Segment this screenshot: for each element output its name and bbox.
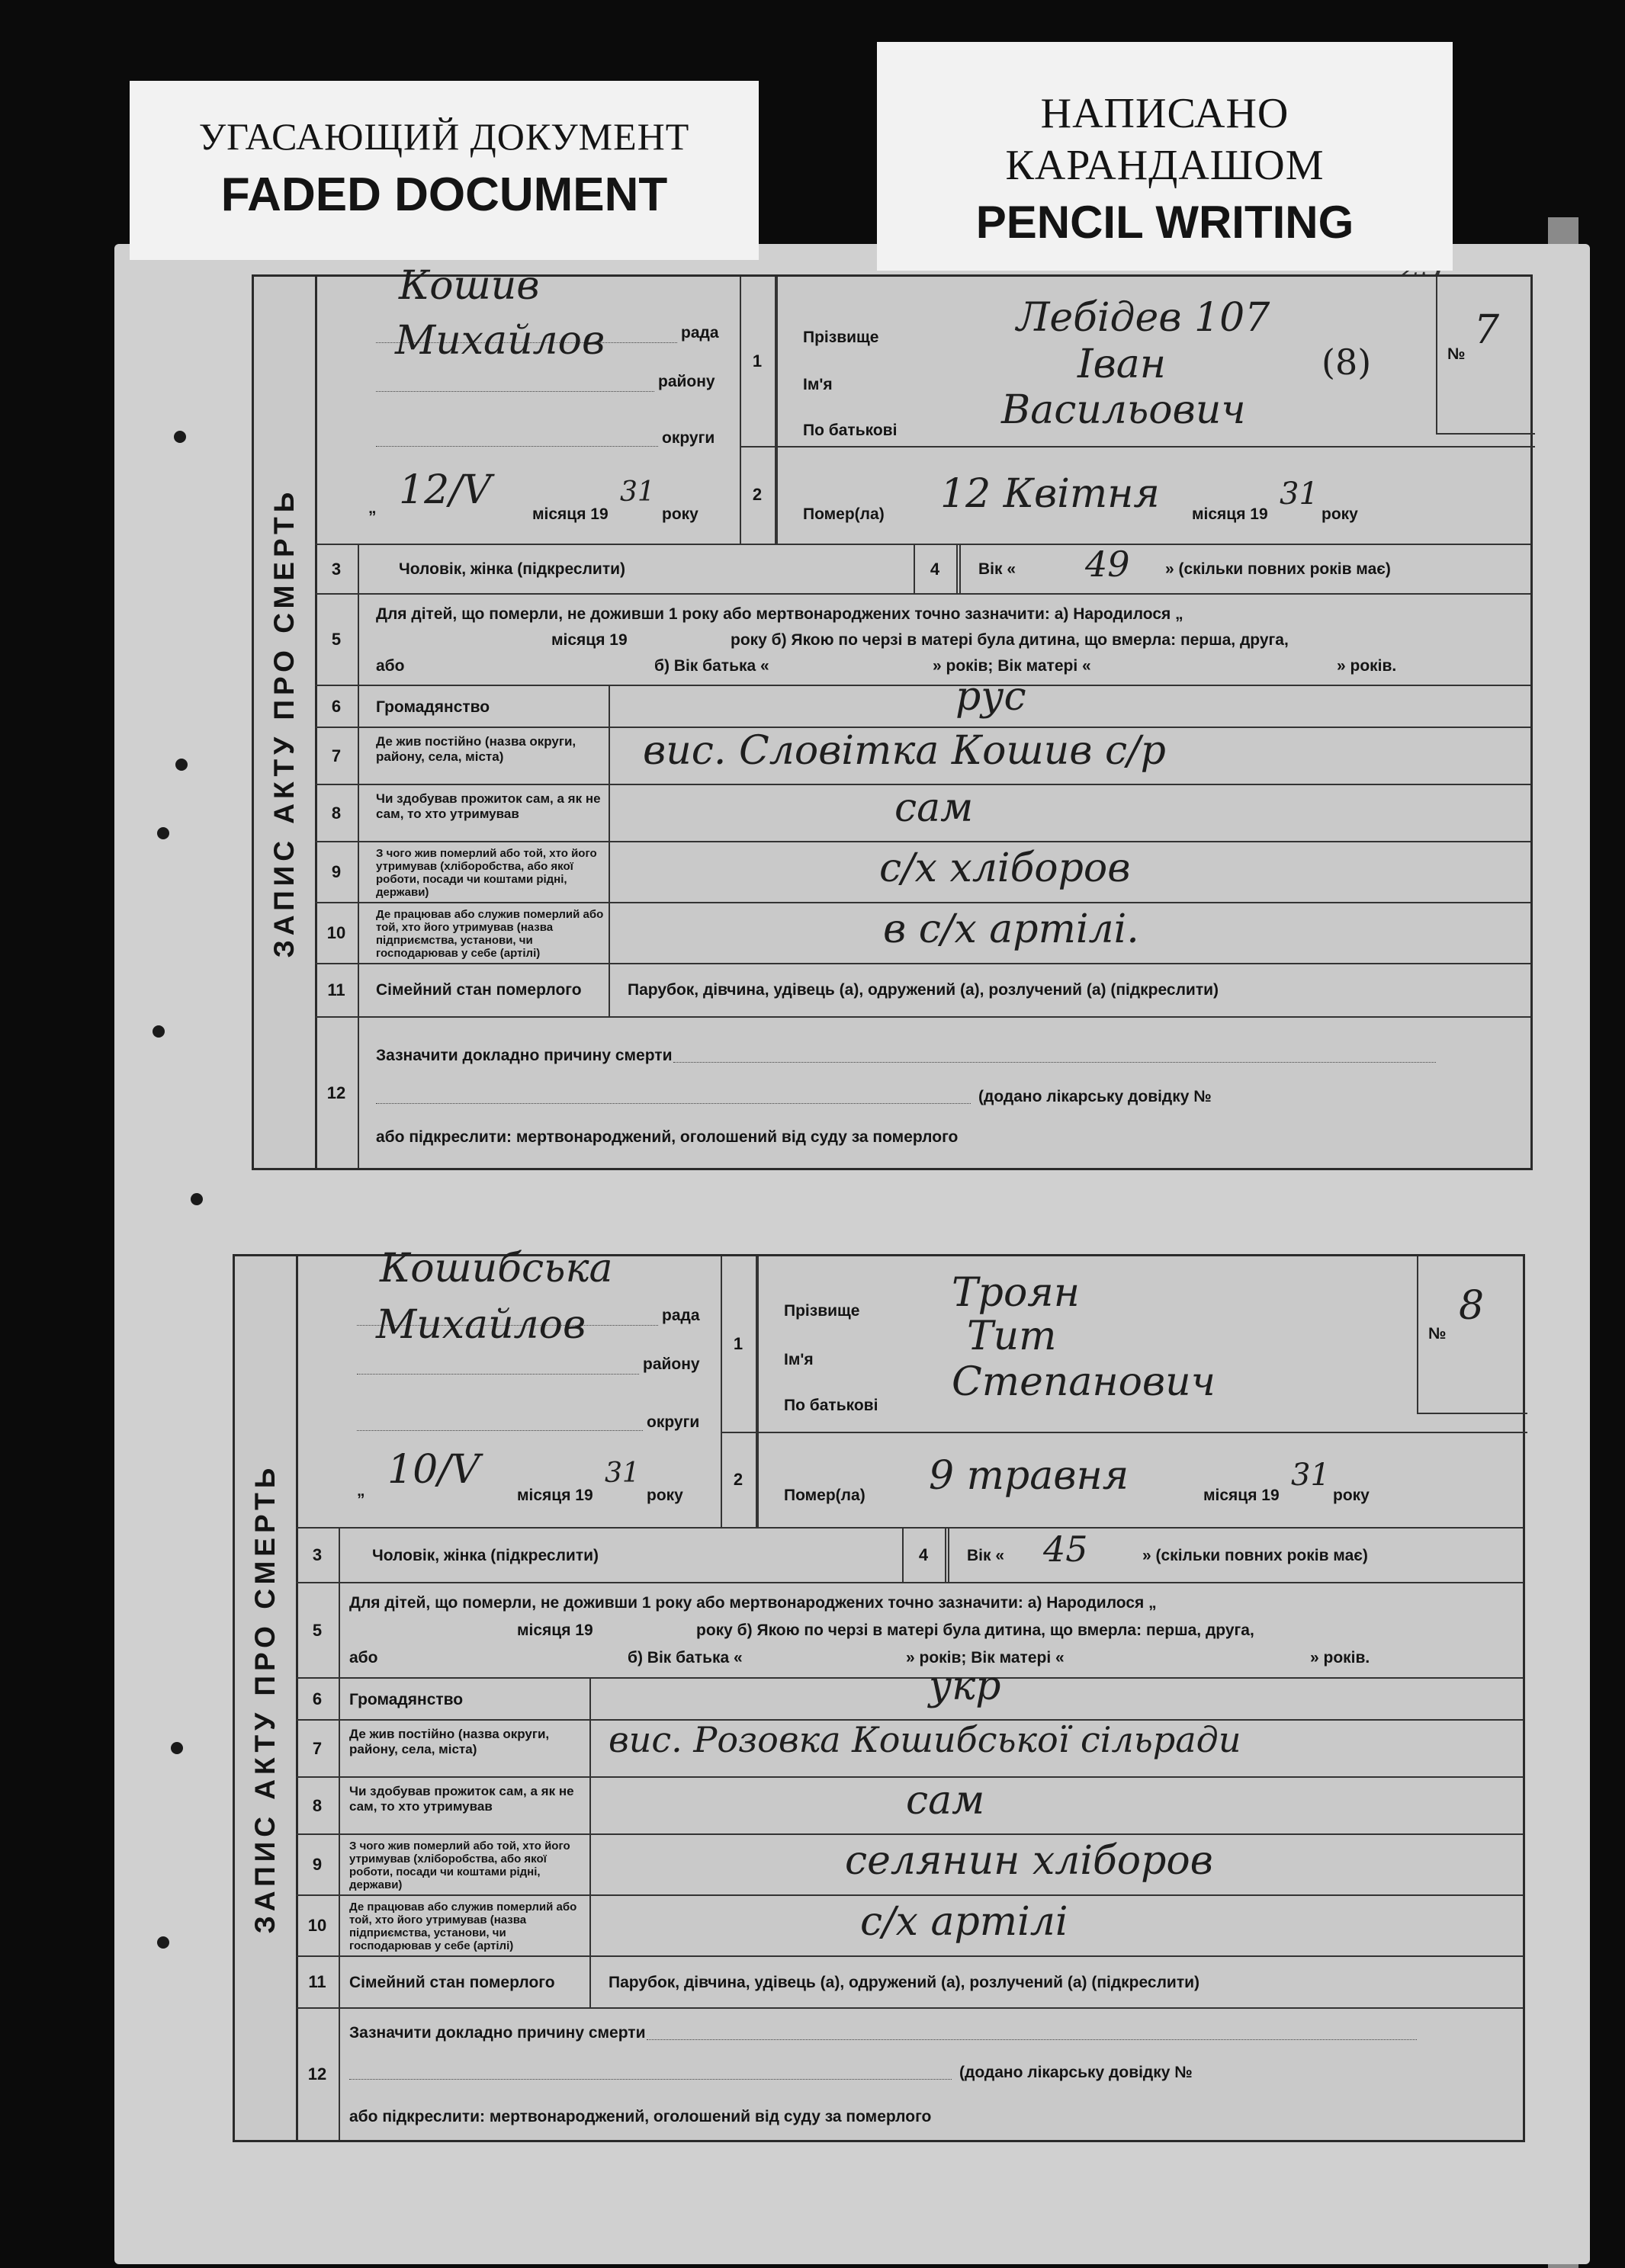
name-label: Ім'я — [784, 1351, 814, 1368]
row-number: 8 — [315, 785, 359, 841]
children-line-3a: або — [376, 657, 405, 675]
record-rayon: Михайлов — [376, 1302, 586, 1348]
residence-value: вис. Словітка Кошив с/р — [643, 728, 1166, 774]
age-label: Вік « — [967, 1547, 1005, 1564]
surname-value: Троян — [952, 1270, 1080, 1316]
row-number: 7 — [296, 1721, 340, 1776]
row-number: 2 — [740, 446, 776, 544]
punch-hole — [153, 1025, 165, 1038]
label-ru-text: НАПИСАНО — [1040, 90, 1289, 137]
row-number: 9 — [296, 1835, 340, 1894]
row-cause — [296, 2007, 1523, 2140]
record-number-label: № — [1428, 1325, 1447, 1343]
row-residence — [296, 1719, 1523, 1776]
row-provider — [315, 784, 1530, 841]
children-line-3c: » років; Вік матері « — [906, 1649, 1065, 1667]
record-rada: Кошибська — [380, 1246, 613, 1291]
record-rayon: Михайлов — [395, 318, 605, 364]
punch-hole — [157, 827, 169, 839]
residence-label: Де жив постійно (назва округи, району, села, міста) — [376, 734, 576, 764]
label-ru-text: УГАСАЮЩИЙ ДОКУМЕНТ — [198, 115, 690, 158]
pomer-label: Помер(ла) — [784, 1487, 865, 1504]
rada-label: рада — [681, 324, 719, 342]
name-label: Ім'я — [803, 376, 833, 393]
punch-hole — [175, 759, 188, 771]
row-number: 12 — [315, 1018, 359, 1168]
misyatsya-label: місяця 19 — [1192, 505, 1268, 523]
children-line-3d: » років. — [1310, 1649, 1370, 1667]
record-number: 8 — [1459, 1283, 1485, 1329]
means-label: З чого жив померлий або той, хто його утримував (хліборобства, або якої роботи, посади чи коштами рідні, держави) — [376, 847, 597, 899]
label-en-text: FADED DOCUMENT — [220, 168, 668, 221]
marital-options: Парубок, дівчина, удівець (а), одружений (а), розлучений (а) (підкреслити) — [628, 981, 1219, 999]
row-citizenship — [296, 1663, 1523, 1719]
death-year: 31 — [1280, 476, 1318, 512]
cause-line-3: або підкреслити: мертвонароджений, оголошений від суду за померлого — [349, 2108, 932, 2125]
row-number: 3 — [296, 1529, 340, 1582]
surname-value: Лебідев 107 — [1016, 295, 1270, 341]
row-children — [315, 593, 1530, 685]
row-number: 11 — [315, 964, 359, 1016]
provider-value: сам — [894, 785, 974, 831]
children-line-2: місяця 19 — [551, 631, 628, 649]
registration-day: 12/V — [399, 467, 492, 513]
rayonu-label: району — [658, 373, 715, 390]
marital-label: Сімейний стан померлого — [349, 1974, 555, 1991]
rada-label: рада — [662, 1307, 700, 1324]
record-side-title: ЗАПИС АКТУ ПРО СМЕРТЬ — [235, 1256, 298, 2140]
row-marital — [315, 963, 1530, 1016]
patronymic-value: Степанович — [952, 1359, 1216, 1405]
row-number: 6 — [296, 1679, 340, 1719]
misyatsya-label: місяця 19 — [517, 1487, 593, 1504]
label-ru-text: КАРАНДАШОМ — [1005, 142, 1325, 189]
roku-label: року — [647, 1487, 683, 1504]
record-number: 7 — [1474, 307, 1500, 353]
death-record-2 — [233, 1246, 1525, 2142]
citizenship-value: укр — [929, 1663, 1001, 1709]
row-number: 5 — [315, 595, 359, 685]
row-number: 12 — [296, 2009, 340, 2140]
registration-year: 31 — [605, 1458, 640, 1489]
sex-label: Чоловік, жінка (підкреслити) — [372, 1547, 599, 1564]
citizenship-value: рус — [955, 674, 1026, 720]
punch-hole — [191, 1193, 203, 1205]
row-number: 10 — [315, 903, 359, 963]
children-line-3b: б) Вік батька « — [654, 657, 769, 675]
row-number: 8 — [296, 1778, 340, 1833]
cause-label: Зазначити докладно причину смерти — [376, 1047, 673, 1064]
row-number: 3 — [315, 545, 359, 593]
record-rada: Кошив — [399, 263, 540, 309]
row-number: 7 — [315, 728, 359, 784]
cause-label: Зазначити докладно причину смерти — [349, 2024, 646, 2042]
children-line-1: Для дітей, що померли, не доживши 1 року або мертвонароджених точно зазначити: а) Народилося „ — [349, 1594, 1157, 1612]
children-line-3b: б) Вік батька « — [628, 1649, 743, 1667]
death-date: 12 Квітня — [940, 471, 1160, 517]
means-value: с/х хліборов — [879, 845, 1131, 891]
row-children — [296, 1582, 1523, 1677]
marital-options: Парубок, дівчина, удівець (а), одружений (а), розлучений (а) (підкреслити) — [609, 1974, 1200, 1991]
row-cause — [315, 1016, 1530, 1168]
children-line-2b: року б) Якою по черзі в матері була дитина, що вмерла: перша, друга, — [731, 631, 1289, 649]
quote-open: „ — [357, 1482, 365, 1500]
children-line-3d: » років. — [1337, 657, 1397, 675]
medical-note: (додано лікарську довідку № — [978, 1088, 1212, 1105]
death-date: 9 травня — [929, 1453, 1129, 1499]
patronymic-label: По батькові — [784, 1397, 878, 1414]
provider-label: Чи здобував прожиток сам, а як не сам, то хто утримував — [349, 1784, 574, 1814]
row-number: 4 — [914, 545, 958, 593]
row-number: 10 — [296, 1896, 340, 1955]
roku-label: року — [1322, 505, 1358, 523]
row-provider — [296, 1776, 1523, 1833]
workplace-label: Де працював або служив померлий або той, хто його утримував (назва підприємства, установи, чи господарював у себе (артілі) — [376, 908, 604, 960]
row-workplace — [296, 1894, 1523, 1955]
row-number: 5 — [296, 1583, 340, 1677]
extra-number: (8) — [1322, 342, 1372, 383]
workplace-label: Де працював або служив померлий або той, хто його утримував (назва підприємства, установи, чи господарював у себе (артілі) — [349, 1901, 577, 1952]
row-number: 11 — [296, 1957, 340, 2007]
name-value: Іван — [1077, 342, 1167, 387]
okruhy-label: округи — [662, 429, 715, 447]
row-citizenship — [315, 674, 1530, 727]
children-line-2b: року б) Якою по черзі в матері була дитина, що вмерла: перша, друга, — [696, 1622, 1254, 1639]
name-value: Тит — [967, 1314, 1057, 1359]
marital-label: Сімейний стан померлого — [376, 981, 582, 999]
workplace-value: с/х артілі — [860, 1899, 1068, 1945]
punch-hole — [171, 1742, 183, 1754]
cause-line-3: або підкреслити: мертвонароджений, оголошений від суду за померлого — [376, 1128, 959, 1146]
row-sex-age — [315, 544, 1530, 593]
children-line-3c: » років; Вік матері « — [933, 657, 1091, 675]
children-line-1: Для дітей, що померли, не доживши 1 року або мертвонароджених точно зазначити: а) Народилося „ — [376, 605, 1183, 623]
provider-value: сам — [906, 1778, 985, 1824]
pencil-writing-label — [877, 42, 1453, 271]
rayonu-label: району — [643, 1355, 700, 1373]
roku-label: року — [1333, 1487, 1370, 1504]
misyatsya-label: місяця 19 — [532, 505, 609, 523]
residence-value: вис. Розовка Кошибської сільради — [609, 1719, 1241, 1760]
citizenship-label: Громадянство — [376, 698, 490, 716]
surname-label: Прізвище — [803, 329, 879, 346]
punch-hole — [157, 1936, 169, 1949]
row-number: 4 — [902, 1529, 946, 1582]
okruhy-label: округи — [647, 1413, 700, 1431]
row-residence — [315, 727, 1530, 784]
age-value: 45 — [1043, 1529, 1088, 1570]
age-tail: » (скільки повних років має) — [1165, 560, 1391, 578]
age-tail: » (скільки повних років має) — [1142, 1547, 1368, 1564]
row-number: 1 — [721, 1256, 757, 1432]
row-number: 6 — [315, 686, 359, 727]
punch-hole — [174, 431, 186, 443]
workplace-value: в с/х артілі. — [883, 906, 1139, 952]
row-number: 1 — [740, 277, 776, 446]
row-header-block — [296, 1246, 1523, 1527]
row-header-block — [315, 263, 1530, 544]
faded-document-label — [130, 81, 759, 260]
patronymic-label: По батькові — [803, 422, 898, 439]
citizenship-label: Громадянство — [349, 1691, 464, 1708]
quote-open: „ — [368, 499, 377, 517]
residence-label: Де жив постійно (назва округи, району, села, міста) — [349, 1727, 550, 1756]
row-number: 2 — [721, 1432, 757, 1527]
pomer-label: Помер(ла) — [803, 505, 885, 523]
death-year: 31 — [1291, 1458, 1330, 1493]
row-means — [315, 841, 1530, 902]
registration-day: 10/V — [387, 1447, 480, 1493]
patronymic-value: Васильович — [1001, 387, 1246, 433]
provider-label: Чи здобував прожиток сам, а як не сам, то хто утримував — [376, 791, 601, 821]
label-en-text: PENCIL WRITING — [975, 197, 1354, 248]
age-label: Вік « — [978, 560, 1016, 578]
means-value: селянин хліборов — [845, 1838, 1213, 1884]
row-marital — [296, 1955, 1523, 2007]
misyatsya-label: місяця 19 — [1203, 1487, 1280, 1504]
means-label: З чого жив померлий або той, хто його утримував (хліборобства, або якої роботи, посади чи коштами рідні, держави) — [349, 1840, 570, 1891]
row-workplace — [315, 902, 1530, 963]
children-line-3a: або — [349, 1649, 378, 1667]
sex-label: Чоловік, жінка (підкреслити) — [399, 560, 626, 578]
row-number: 9 — [315, 842, 359, 902]
record-side-title: ЗАПИС АКТУ ПРО СМЕРТЬ — [254, 277, 317, 1168]
row-sex-age — [296, 1527, 1523, 1582]
age-value: 49 — [1085, 544, 1130, 585]
medical-note: (додано лікарську довідку № — [959, 2064, 1193, 2081]
death-record-1 — [252, 263, 1533, 1170]
roku-label: року — [662, 505, 698, 523]
row-means — [296, 1833, 1523, 1894]
record-number-label: № — [1447, 345, 1466, 363]
children-line-2: місяця 19 — [517, 1622, 593, 1639]
registration-year: 31 — [620, 476, 655, 508]
surname-label: Прізвище — [784, 1302, 860, 1320]
